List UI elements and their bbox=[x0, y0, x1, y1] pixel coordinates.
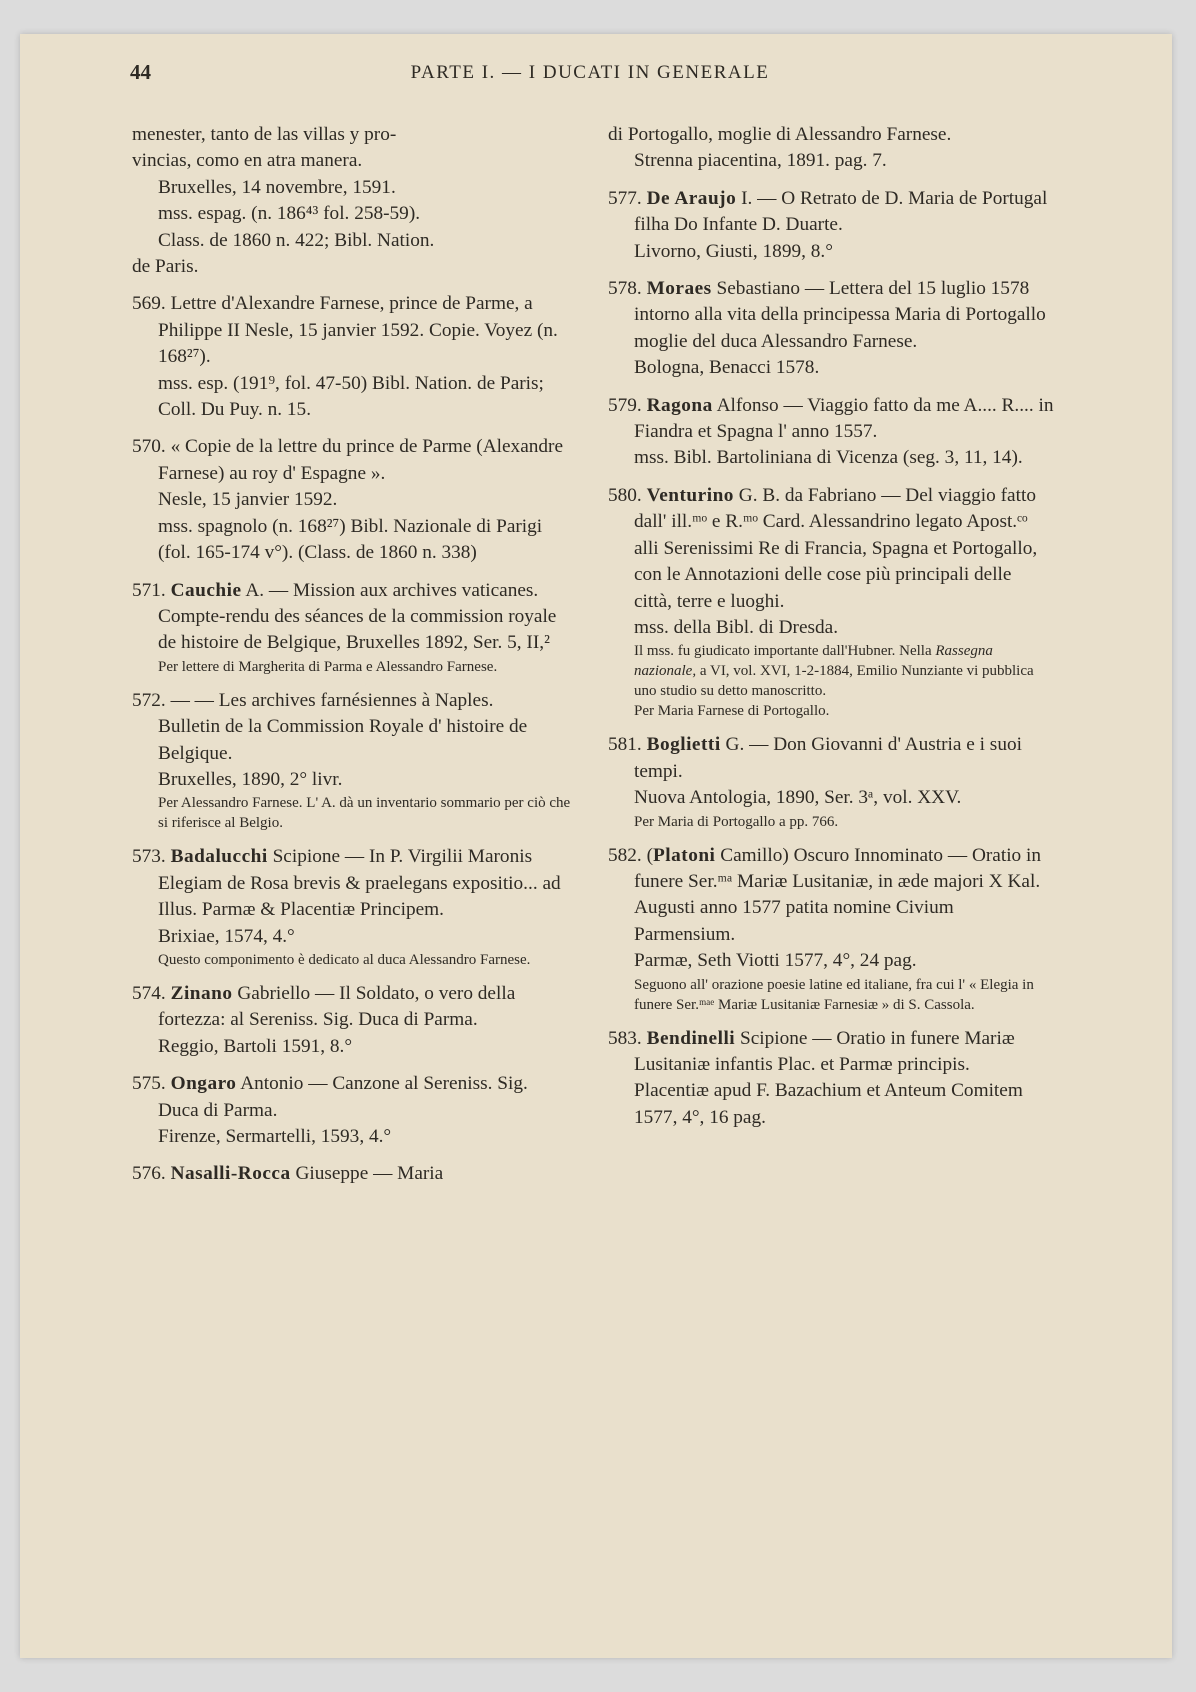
entry-note: Per Maria di Portogallo a pp. 766. bbox=[634, 813, 839, 830]
entry-location: mss. Bibl. Bartoliniana di Vicenza (seg. 3, 11, 14). bbox=[634, 447, 1023, 469]
entry-580 bbox=[608, 483, 1054, 721]
entry-title: — — Les archives farnésiennes à Naples. bbox=[170, 689, 494, 711]
entry-583 bbox=[608, 1026, 1054, 1132]
entry-number: 575. bbox=[132, 1073, 166, 1095]
entry-author: Venturino bbox=[646, 484, 734, 506]
entry-author: Boglietti bbox=[646, 734, 721, 756]
entry-title: Lettre d'Alexandre Farnese, prince de Parme, a Philippe II Nesle, 15 janvier 1592. Copie. Voyez (n. 168²⁷). bbox=[158, 293, 558, 368]
entry-number: 581. bbox=[608, 734, 642, 756]
entry-number: 569. bbox=[132, 293, 166, 315]
entry-571 bbox=[132, 578, 572, 677]
entry-publication: Compte-rendu des séances de la commission royale de histoire de Belgique, Bruxelles 1892, Ser. 5, II,² bbox=[158, 605, 557, 654]
paren: ( bbox=[646, 844, 653, 866]
entry-576 bbox=[132, 1161, 572, 1187]
entry-570 bbox=[132, 434, 572, 566]
note-periodical-title: Rassegna nazionale, bbox=[634, 643, 993, 680]
entry-577 bbox=[608, 186, 1054, 265]
entry-576-continued bbox=[608, 122, 1054, 175]
entry-place: Parmæ, Seth Viotti 1577, 4°, 24 pag. bbox=[634, 950, 917, 972]
entry-number: 579. bbox=[608, 394, 642, 416]
entry-title: G. — Don Giovanni d' Austria e i suoi tempi. bbox=[634, 734, 1022, 782]
entry-number: 571. bbox=[132, 579, 166, 601]
entry-note: Per Maria Farnese di Portogallo. bbox=[634, 703, 830, 720]
entry-location: Class. de 1860 n. 422; Bibl. Nation. bbox=[158, 229, 435, 251]
entry-number: 576. bbox=[132, 1163, 166, 1185]
entry-title: A. — Mission aux archives vaticanes. bbox=[245, 579, 539, 601]
entry-place: Bruxelles, 1890, 2° livr. bbox=[158, 768, 343, 790]
entry-title: « Copie de la lettre du prince de Parme (Alexandre Farnese) au roy d' Espagne ». bbox=[158, 436, 564, 484]
entry-572 bbox=[132, 688, 572, 834]
entry-location: mss. spagnolo (n. 168²⁷) Bibl. Nazionale di Parigi (fol. 165-174 v°). (Class. de 1860 n. 338) bbox=[158, 515, 543, 564]
entry-title: Giuseppe — Maria bbox=[295, 1163, 444, 1185]
entry-location: mss. esp. (191⁹, fol. 47-50) Bibl. Nation. de Paris; Coll. Du Puy. n. 15. bbox=[158, 372, 544, 421]
entry-582 bbox=[608, 843, 1054, 1015]
entry-574 bbox=[132, 981, 572, 1060]
entry-number: 582. bbox=[608, 844, 642, 866]
entry-place: Placentiæ apud F. Bazachium et Anteum Comitem 1577, 4°, 16 pag. bbox=[634, 1080, 1023, 1128]
entry-note bbox=[608, 641, 1054, 701]
entry-place: Nesle, 15 janvier 1592. bbox=[158, 489, 338, 511]
entry-place: Firenze, Sermartelli, 1593, 4.° bbox=[158, 1126, 392, 1147]
entry-location: mss. della Bibl. di Dresda. bbox=[634, 616, 839, 638]
entry-title: Alfonso — Viaggio fatto da me A.... R.... in Fiandra et Spagna l' anno 1557. bbox=[634, 394, 1054, 443]
entry-title: Sebastiano — Lettera del 15 luglio 1578 intorno alla vita della principessa Maria di Portogallo moglie del duca Alessandro Farnese. bbox=[634, 278, 1046, 352]
entry-number: 578. bbox=[608, 278, 642, 300]
entry-note: Questo componimento è dedicato al duca Alessandro Farnese. bbox=[158, 951, 531, 968]
entry-place: Bruxelles, 14 novembre, 1591. bbox=[158, 176, 396, 198]
entry-number: 573. bbox=[132, 846, 166, 868]
entry-place: Brixiae, 1574, 4.° bbox=[158, 925, 295, 947]
entry-author: Bendinelli bbox=[646, 1027, 736, 1049]
entry-place: Strenna piacentina, 1891. pag. 7. bbox=[634, 150, 887, 172]
entry-579 bbox=[608, 393, 1054, 472]
entry-title: di Portogallo, moglie di Alessandro Farnese. bbox=[608, 124, 952, 145]
entry-number: 580. bbox=[608, 484, 642, 506]
entry-author: Cauchie bbox=[170, 579, 242, 601]
entry-location: mss. espag. (n. 186⁴³ fol. 258-59). bbox=[158, 203, 421, 225]
entry-number: 570. bbox=[132, 436, 166, 458]
entry-place: Reggio, Bartoli 1591, 8.° bbox=[158, 1035, 353, 1057]
running-title: PARTE I. — I DUCATI IN GENERALE bbox=[410, 62, 770, 83]
entry-note: Per Alessandro Farnese. L' A. dà un inventario sommario per ciò che si riferisce al Belgio. bbox=[158, 795, 571, 832]
entry-place: Bologna, Benacci 1578. bbox=[634, 357, 820, 379]
right-column bbox=[608, 122, 1054, 1142]
entry-author: Zinano bbox=[170, 982, 233, 1004]
entry-title: Scipione — In P. Virgilii Maronis Elegiam de Rosa brevis & praelegans expositio... ad Illus. Parmæ & Placentiæ Principem. bbox=[158, 846, 561, 921]
entry-title: Gabriello — Il Soldato, o vero della fortezza: al Sereniss. Sig. Duca di Parma. bbox=[158, 982, 516, 1031]
entry-author: Ongaro bbox=[170, 1073, 237, 1095]
entry-title: Scipione — Oratio in funere Mariæ Lusitaniæ infantis Plac. et Parmæ principis. bbox=[634, 1027, 1015, 1075]
entry-author: Badalucchi bbox=[170, 846, 268, 868]
entry-author: Ragona bbox=[646, 394, 713, 416]
page-number: 44 bbox=[130, 60, 151, 84]
entry-publication: Nuova Antologia, 1890, Ser. 3ᵃ, vol. XXV. bbox=[634, 787, 962, 809]
entry-number: 572. bbox=[132, 689, 166, 711]
note-text: a VI, vol. XVI, 1-2-1884, Emilio Nunziante vi pubblica uno studio su detto manoscritto. bbox=[634, 663, 1034, 700]
page-header bbox=[130, 60, 1050, 88]
entry-author: Moraes bbox=[646, 278, 712, 300]
entry-title: G. B. da Fabriano — Del viaggio fatto dall' ill.ᵐᵒ e R.ᵐᵒ Card. Alessandrino legato Apost.ᶜᵒ alli Serenissimi Re di Francia, Spagna et Portogallo, con le Annotazioni delle cose più principali delle città, terre e luoghi. bbox=[634, 484, 1038, 612]
entry-text: menester, tanto de las villas y pro- bbox=[132, 124, 397, 145]
entry-568-continued bbox=[132, 122, 572, 280]
left-column bbox=[132, 122, 572, 1199]
entry-581 bbox=[608, 732, 1054, 831]
entry-text: vincias, como en atra manera. bbox=[132, 150, 363, 172]
entry-place: Livorno, Giusti, 1899, 8.° bbox=[634, 240, 833, 262]
entry-number: 574. bbox=[132, 982, 166, 1004]
entry-title: I. — O Retrato de D. Maria de Portugal filha Do Infante D. Duarte. bbox=[634, 187, 1048, 236]
entry-publication: Bulletin de la Commission Royale d' histoire de Belgique. bbox=[158, 716, 528, 764]
entry-title: Camillo) Oscuro Innominato — Oratio in funere Ser.ᵐᵃ Mariæ Lusitaniæ, in æde majori X Kal. Augusti anno 1577 patita nomine Civium Parmensium. bbox=[634, 844, 1042, 945]
entry-note: Seguono all' orazione poesie latine ed italiane, fra cui l' « Elegia in funere Ser.ᵐᵃᵉ Mariæ Lusitaniæ Farnesiæ » di S. Cassola. bbox=[634, 976, 1034, 1013]
entry-575 bbox=[132, 1071, 572, 1150]
entry-title: Antonio — Canzone al Sereniss. Sig. Duca di Parma. bbox=[158, 1073, 528, 1121]
entry-573 bbox=[132, 844, 572, 970]
entry-number: 583. bbox=[608, 1027, 642, 1049]
note-text: Il mss. fu giudicato importante dall'Hubner. Nella bbox=[634, 643, 936, 660]
entry-578 bbox=[608, 276, 1054, 382]
entry-location: de Paris. bbox=[132, 256, 199, 278]
entry-author: Nasalli-Rocca bbox=[170, 1163, 291, 1185]
entry-author: Platoni bbox=[653, 844, 716, 866]
entry-author: De Araujo bbox=[646, 187, 737, 209]
entry-569 bbox=[132, 291, 572, 423]
entry-note: Per lettere di Margherita di Parma e Alessandro Farnese. bbox=[158, 658, 498, 675]
entry-number: 577. bbox=[608, 187, 642, 209]
